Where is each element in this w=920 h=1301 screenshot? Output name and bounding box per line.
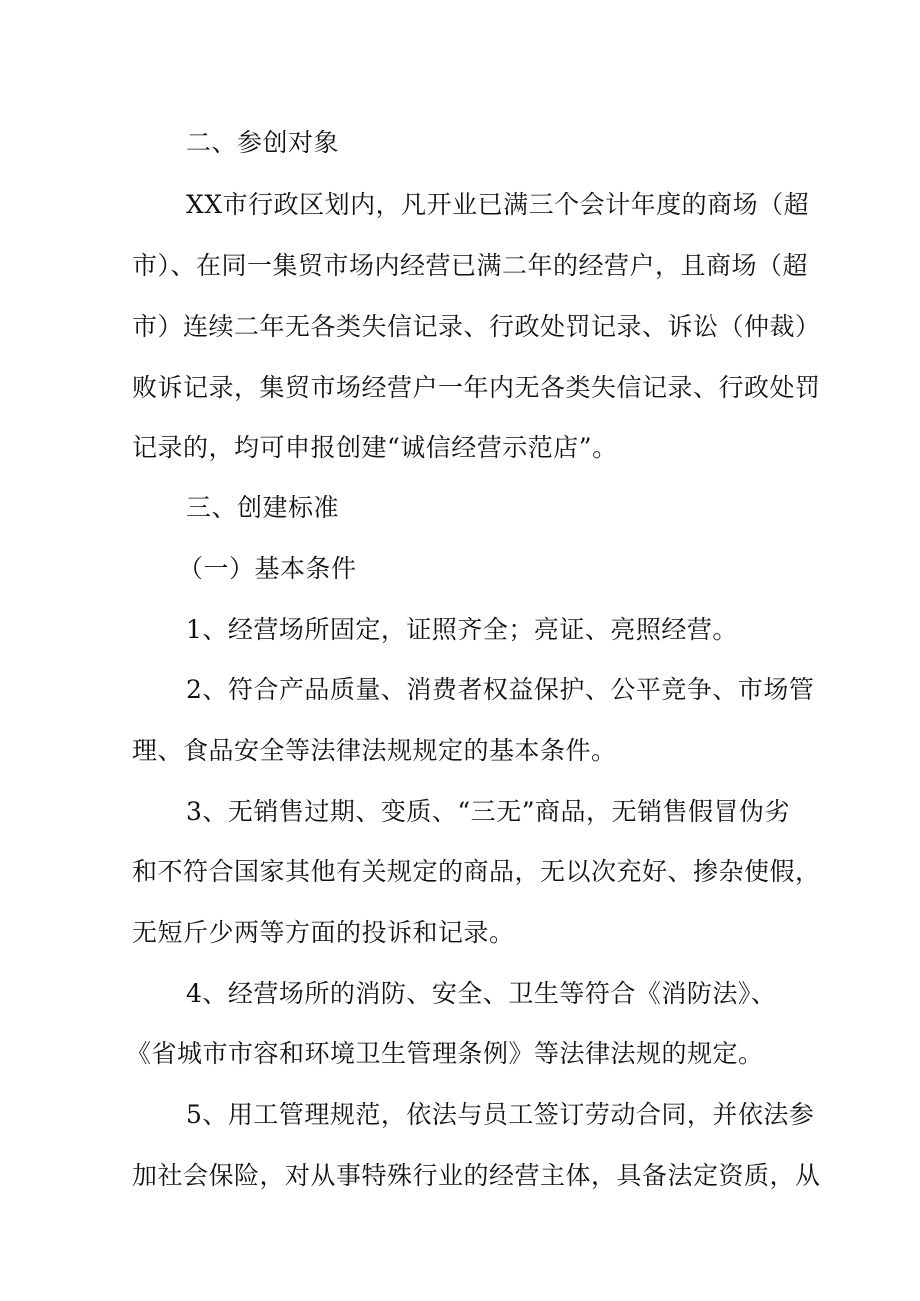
paragraph-line: 记录的，均可申报创建“诚信经营示范店”。 [132,433,618,462]
subsection-heading-basic-conditions: （一）基本条件 [178,554,357,583]
paragraph-line: 败诉记录，集贸市场经营户一年内无各类失信记录、行政处罚 [132,373,821,402]
paragraph-line: 理、食品安全等法律法规规定的基本条件。 [132,736,617,765]
list-item-3: 3、无销售过期、变质、“三无”商品，无销售假冒伪劣 [186,797,790,826]
paragraph-line: 市）、在同一集贸市场内经营已满二年的经营户，且商场（超 [132,251,809,280]
paragraph-line: 加社会保险，对从事特殊行业的经营主体，具备法定资质，从 [132,1161,821,1190]
paragraph-line: XX市行政区划内，凡开业已满三个会计年度的商场（超 [186,190,810,219]
section-heading-standards: 三、创建标准 [186,493,340,522]
list-item-4: 4、经营场所的消防、安全、卫生等符合《消防法》、 [186,979,777,1008]
paragraph-line: 市）连续二年无各类失信记录、行政处罚记录、诉讼（仲裁） [132,312,821,341]
list-item-5: 5、用工管理规范，依法与员工签订劳动合同，并依法参 [186,1100,815,1129]
paragraph-line: 和不符合国家其他有关规定的商品，无以次充好、掺杂使假， [132,857,821,886]
section-heading-participants: 二、参创对象 [186,128,340,157]
paragraph-line: 无短斤少两等方面的投诉和记录。 [132,918,515,947]
list-item-2: 2、符合产品质量、消费者权益保护、公平竞争、市场管 [186,675,815,704]
paragraph-line: 《省城市市容和环境卫生管理条例》等法律法规的规定。 [126,1039,764,1068]
list-item-1: 1、经营场所固定，证照齐全；亮证、亮照经营。 [186,615,738,644]
